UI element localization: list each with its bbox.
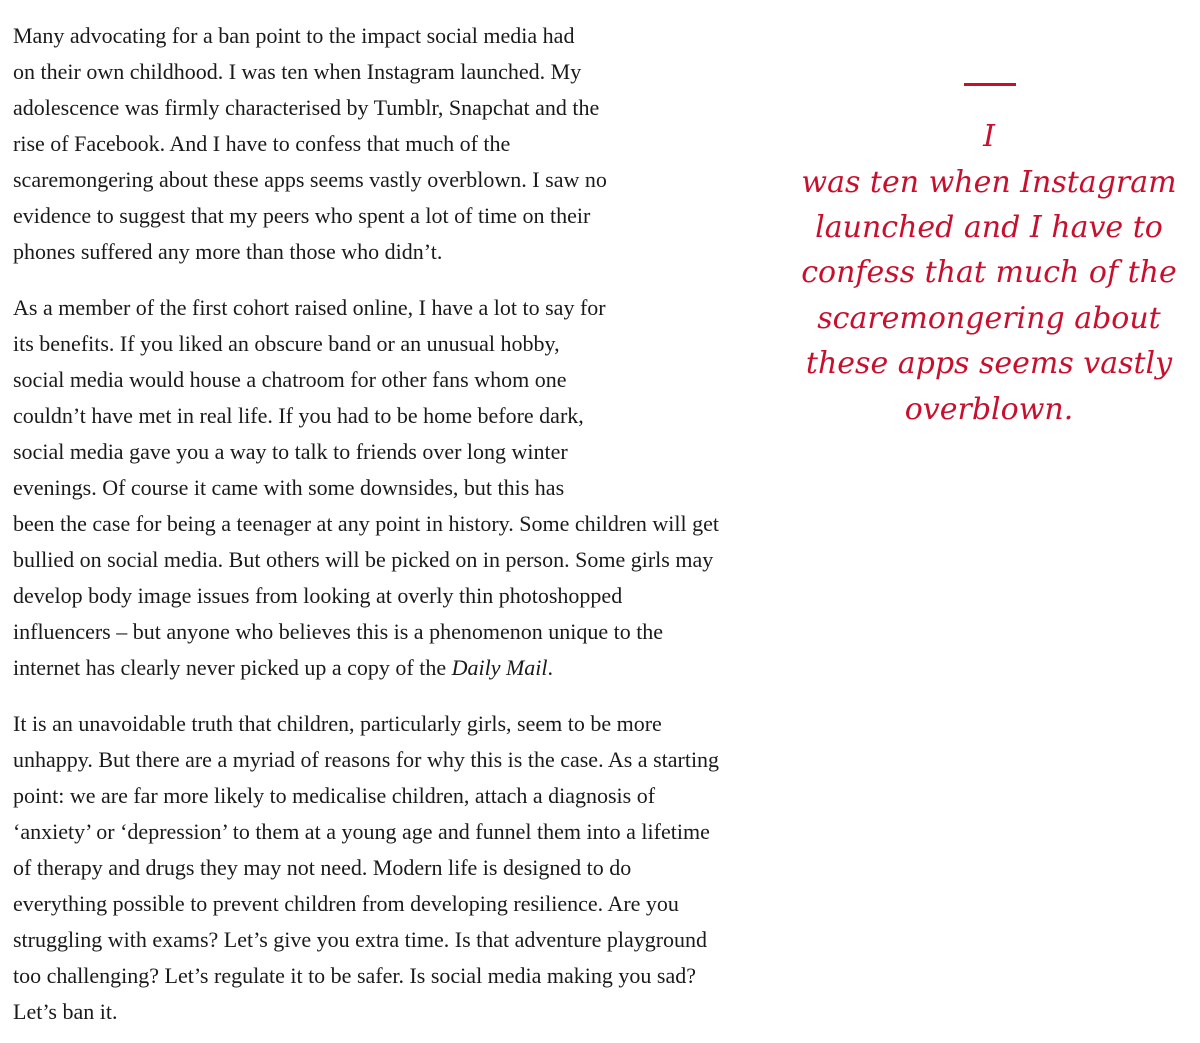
text-line: unhappy. But there are a myriad of reasons for why this is the case. As a starting: [13, 747, 720, 772]
pull-quote-line: overblown.: [904, 392, 1074, 427]
text-line: everything possible to prevent children from developing resilience. Are you: [13, 891, 679, 916]
text-line: ‘anxiety’ or ‘depression’ to them at a young age and funnel them into a lifetime: [13, 819, 710, 844]
pull-quote-line: confess that much of the: [801, 255, 1177, 290]
text-line: Many advocating for a ban point to the impact social media had: [13, 23, 575, 48]
text-line: couldn’t have met in real life. If you had to be home before dark,: [13, 403, 584, 428]
pull-quote-line: scaremongering about: [817, 301, 1161, 336]
text-line: bullied on social media. But others will be picked on in person. Some girls may: [13, 547, 714, 572]
text-line: social media gave you a way to talk to friends over long winter: [13, 439, 568, 464]
pull-quote-rule: [964, 83, 1016, 86]
text-line: point: we are far more likely to medicalise children, attach a diagnosis of: [13, 783, 656, 808]
pull-quote-line: launched and I have to: [815, 210, 1163, 245]
pull-quote-line: I: [983, 119, 995, 154]
text-line: scaremongering about these apps seems vastly overblown. I saw no: [13, 167, 607, 192]
text-line: evenings. Of course it came with some downsides, but this has: [13, 475, 565, 500]
text-line: evidence to suggest that my peers who spent a lot of time on their: [13, 203, 591, 228]
text-line: As a member of the first cohort raised online, I have a lot to say for: [13, 295, 606, 320]
text-line: been the case for being a teenager at any point in history. Some children will get: [13, 511, 720, 536]
text-line: Let’s ban it.: [13, 999, 118, 1024]
text-line: [13, 650, 553, 686]
text-line: social media would house a chatroom for other fans whom one: [13, 367, 567, 392]
text-line: rise of Facebook. And I have to confess that much of the: [13, 131, 511, 156]
text-line: develop body image issues from looking at overly thin photoshopped: [13, 583, 623, 608]
text-line-prefix: internet has clearly never picked up a copy of the: [13, 655, 452, 680]
text-line-suffix: .: [547, 655, 554, 680]
text-line: on their own childhood. I was ten when Instagram launched. My: [13, 59, 582, 84]
text-line: phones suffered any more than those who didn’t.: [13, 239, 443, 264]
pull-quote-line: these apps seems vastly: [805, 346, 1173, 381]
text-line: It is an unavoidable truth that children, particularly girls, seem to be more: [13, 711, 662, 736]
text-line: struggling with exams? Let’s give you extra time. Is that adventure playground: [13, 927, 708, 952]
text-line: influencers – but anyone who believes this is a phenomenon unique to the: [13, 619, 664, 644]
pull-quote-line: was ten when Instagram: [801, 165, 1177, 200]
text-line: too challenging? Let’s regulate it to be safer. Is social media making you sad?: [13, 963, 697, 988]
text-line: of therapy and drugs they may not need. Modern life is designed to do: [13, 855, 632, 880]
text-line: its benefits. If you liked an obscure band or an unusual hobby,: [13, 331, 560, 356]
publication-title: Daily Mail: [451, 655, 548, 680]
text-line: adolescence was firmly characterised by Tumblr, Snapchat and the: [13, 95, 600, 120]
